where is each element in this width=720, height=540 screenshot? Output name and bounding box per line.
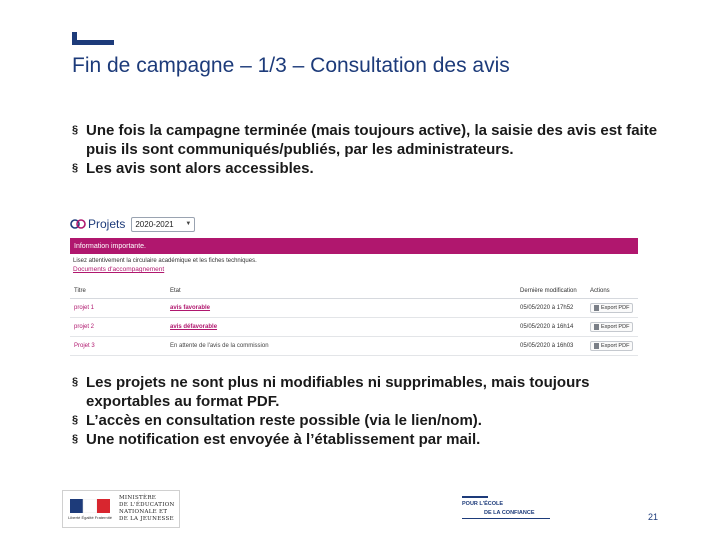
modified-date: 05/05/2020 à 17h52 [516,298,586,317]
slide-title: Fin de campagne – 1/3 – Consultation des avis [72,54,510,77]
status-link[interactable]: avis défavorable [170,323,218,330]
embedded-screenshot [68,212,640,365]
project-title-link[interactable]: projet 1 [70,298,166,317]
bullets-bottom [72,373,662,449]
document-icon [594,324,599,330]
bullet-mark: § [72,162,79,174]
document-icon [594,343,599,349]
status-link[interactable]: avis favorable [170,304,211,311]
export-pdf-button[interactable]: Export PDF [590,303,633,313]
bullet-item: § L’accès en consultation reste possible (via le lien/nom). [72,412,482,429]
bullet-mark: § [72,376,79,388]
chevron-down-icon: ▼ [185,221,192,227]
projects-logo-icon [70,218,86,230]
title-accent-bar [72,40,114,45]
modified-date: 05/05/2020 à 16h03 [516,336,586,355]
screenshot-header [68,212,640,236]
bullets-top [72,121,662,178]
export-pdf-button[interactable]: Export PDF [590,322,633,332]
document-icon [594,305,599,311]
documents-link[interactable]: Documents d'accompagnement [73,266,165,273]
table-row [70,317,638,336]
bullet-mark: § [72,124,79,136]
year-select[interactable]: 2020-2021 ▼ [131,217,195,232]
project-title-link[interactable]: projet 2 [70,317,166,336]
bullet-item: § Les projets ne sont plus ni modifiables ni supprimables, mais toujours exportables au format PDF. [72,374,590,410]
table-row [70,336,638,355]
column-header-title[interactable]: Titre [70,284,166,298]
notice-text: Lisez attentivement la circulaire académique et les fiches techniques. [73,258,257,264]
marianne-logo-icon: Liberté Égalité Fraternité [65,492,115,526]
status-text: En attente de l'avis de la commission [166,336,516,355]
bullet-item: § Les avis sont alors accessibles. [72,160,314,177]
bullet-mark: § [72,414,79,426]
info-banner: Information importante. [70,238,638,254]
column-header-modified[interactable]: Dernière modification [516,284,586,298]
modified-date: 05/05/2020 à 16h14 [516,317,586,336]
table-header-row [70,284,638,298]
ministry-name: MINISTÈRE DE L'ÉDUCATION NATIONALE ET DE LA JEUNESSE [119,495,175,522]
bullet-item: § Une notification est envoyée à l’établissement par mail. [72,431,481,448]
export-pdf-button[interactable]: Export PDF [590,341,633,351]
column-header-state[interactable]: Etat [166,284,516,298]
project-title-link[interactable]: Projet 3 [70,336,166,355]
table-row [70,298,638,317]
app-title: Projets [88,217,126,231]
page-number: 21 [648,512,659,522]
projects-table [70,284,638,356]
bullet-mark: § [72,433,79,445]
bullet-item: § Une fois la campagne terminée (mais toujours active), la saisie des avis est faite puis ils sont communiqués/publiés, par les administrateurs. [72,122,658,158]
column-header-actions: Actions [586,284,638,298]
ministry-logo [62,490,180,528]
school-of-trust-logo: POUR L'ÉCOLE DE LA CONFIANCE [462,496,552,522]
